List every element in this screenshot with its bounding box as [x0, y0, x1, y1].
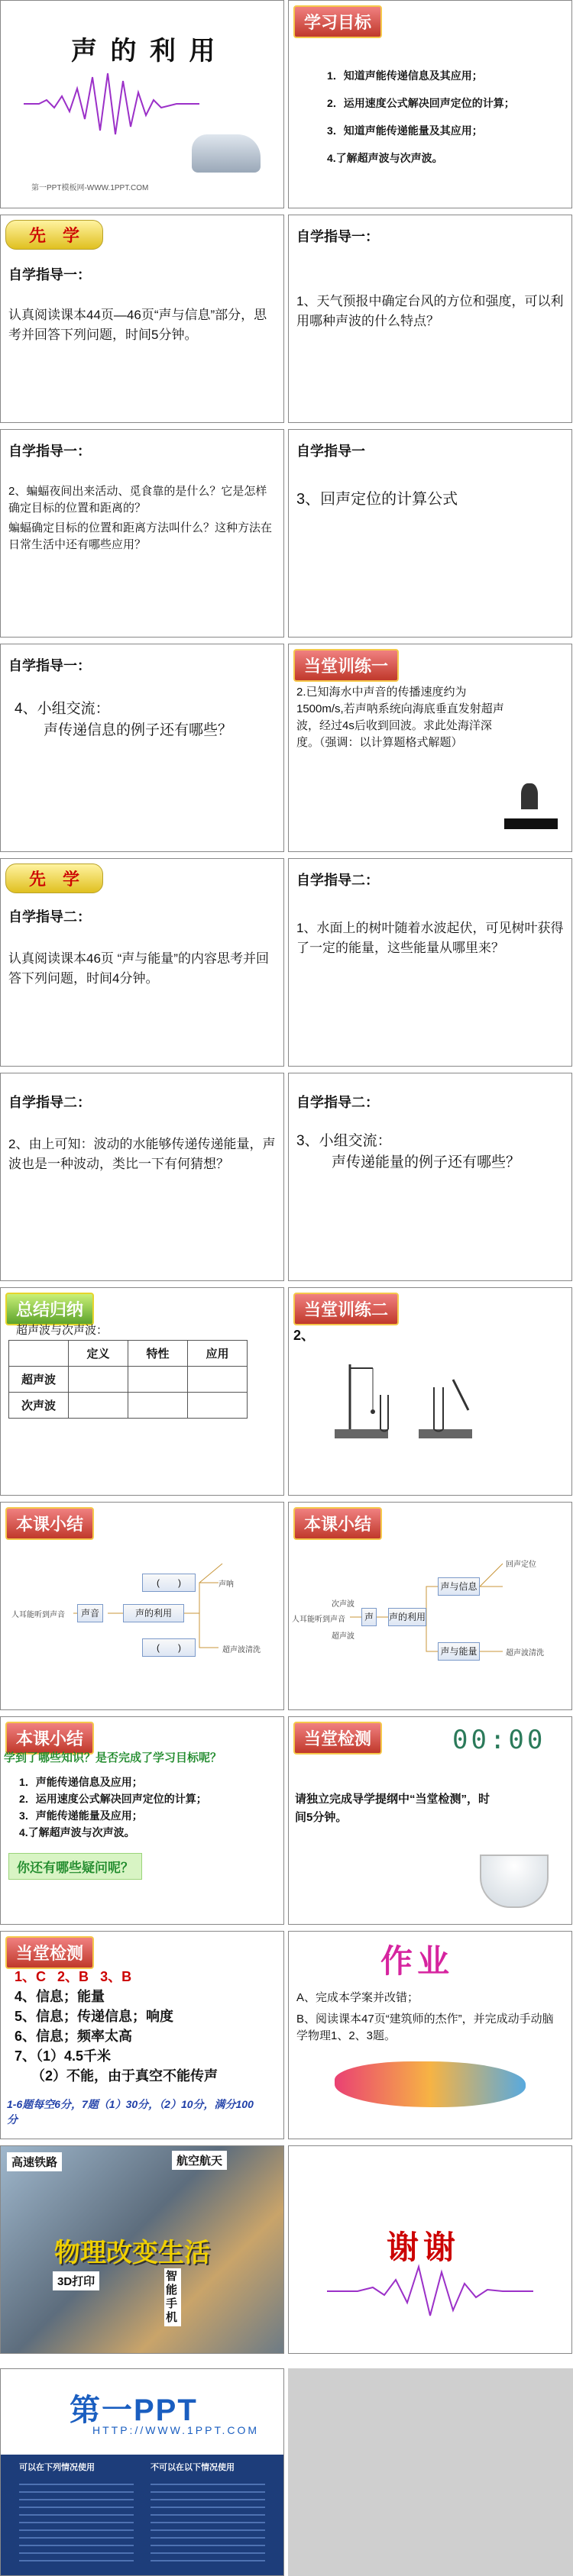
slide-homework [288, 1931, 572, 2139]
badge-lesson-summary: 本课小结 [293, 1507, 382, 1540]
goal-list [327, 62, 515, 172]
timer-display: 00:00 [452, 1725, 546, 1755]
mindmap-node: 声 [361, 1608, 377, 1626]
collage-title: 物理改变生活 [54, 2239, 210, 2268]
goal-item: 1．知道声能传递信息及其应用； [327, 69, 483, 82]
guide-heading: 自学指导二： [296, 1095, 379, 1110]
answer-line: 5、信息；传递信息；响度 [15, 2009, 174, 2024]
slide-practice1 [288, 644, 572, 852]
table-cell [69, 1393, 128, 1419]
guide-text: 声传递信息的例子还有哪些？ [44, 722, 233, 738]
guide-text: 认真阅读课本44页—46页“声与信息”部分，思考并回答下列问题，时间5分钟。 [8, 308, 267, 342]
badge-practice1: 当堂训练一 [293, 649, 399, 682]
badge-preview: 先 学 [5, 864, 103, 893]
collage-label: 3D打印 [53, 2271, 99, 2290]
answer-line: 4、信息；能量 [15, 1989, 105, 2004]
slide-summary-table [0, 1287, 284, 1496]
guide-heading: 自学指导二： [296, 873, 379, 888]
ad-column-title: 不可以在以下情况使用 [151, 2463, 235, 2472]
guide-text: 认真阅读课本46页 “声与能量”的内容思考并回答下列问题，时间4分钟。 [8, 951, 269, 986]
guide-question: 2、蝙蝠夜间出来活动、觅食靠的是什么？它是怎样确定目标的位置和距离的？ [8, 485, 267, 515]
slide-physics-life [0, 2145, 284, 2354]
tuning-fork-apparatus-icon [327, 1357, 480, 1448]
mindmap-label: 超声波清洗 [506, 1649, 544, 1658]
slide-mindmap-blank [0, 1502, 284, 1710]
table-row-label: 次声波 [9, 1393, 69, 1419]
slide-guide1-q3 [288, 429, 572, 638]
guide-text: 1、天气预报中确定台风的方位和强度，可以利用哪种声波的什么特点？ [296, 294, 564, 328]
mindmap-label: 声呐 [219, 1580, 234, 1589]
guide-text: 3、小组交流： [296, 1133, 392, 1149]
guide-heading: 自学指导一： [8, 444, 91, 459]
badge-in-class-test: 当堂检测 [5, 1936, 94, 1969]
wave-table [8, 1340, 248, 1419]
guide-heading: 自学指导一： [296, 229, 379, 244]
badge-preview: 先 学 [5, 220, 103, 250]
thanks-text: 谢谢 [387, 2229, 461, 2265]
homework-a: A、完成本学案并改错； [296, 1991, 419, 2004]
slide-mindmap-filled [288, 1502, 572, 1710]
badge-practice2: 当堂训练二 [293, 1293, 399, 1325]
answer: 1、C [15, 1969, 47, 1984]
mindmap-label: 超声波清洗 [222, 1646, 261, 1654]
answer: 2、B [57, 1969, 89, 1984]
slide-guide2-q2 [0, 1073, 284, 1281]
goal-item: 2．运用速度公式解决回声定位的计算； [327, 97, 515, 109]
mindmap-node: 声与能量 [438, 1642, 480, 1661]
slide-guide1-q2 [0, 429, 284, 638]
table-row [9, 1367, 248, 1393]
table-row-label: 超声波 [9, 1367, 69, 1393]
slide-in-class-test [288, 1716, 572, 1925]
table-subtitle: 超声波与次声波： [16, 1324, 108, 1337]
slide-learning-goals [288, 0, 572, 208]
goal-item: 4.了解超声波与次声波。 [327, 152, 443, 164]
answer-line [15, 1967, 218, 1987]
mindmap-node: 声音 [77, 1604, 103, 1622]
review-goals [19, 1774, 207, 1841]
test-instructions: 请独立完成导学提纲中“当堂检测”，时间5分钟。 [295, 1793, 490, 1824]
review-question2: 你还有哪些疑问呢？ [8, 1853, 142, 1880]
slide-guide1-q1 [288, 215, 572, 423]
answer-line: （2）不能，由于真空不能传声 [31, 2068, 219, 2084]
goal-item: 3．声能传递能量及应用； [19, 1809, 143, 1822]
mindmap-node: ( ) [142, 1574, 196, 1592]
mindmap-label: 人耳能听到声音 [292, 1616, 345, 1624]
slide-practice2 [288, 1287, 572, 1496]
title-text: 声 的 利 用 [71, 37, 219, 66]
mindmap-node: ( ) [142, 1638, 196, 1657]
goal-item: 4.了解超声波与次声波。 [19, 1826, 135, 1838]
collage-label: 高速铁路 [7, 2152, 62, 2171]
slide-guide2-q1 [288, 858, 572, 1067]
badge-lesson-summary: 本课小结 [5, 1722, 94, 1754]
guide-text: 3、回声定位的计算公式 [296, 491, 458, 508]
empty-gray-cell [288, 2368, 573, 2576]
guide-heading: 自学指导一： [8, 658, 91, 673]
table-row [9, 1393, 248, 1419]
slide-guide2-intro [0, 858, 284, 1067]
homework-b: B、阅读课本47页“建筑师的杰作”，并完成动手动脑学物理1、2、3题。 [296, 2013, 554, 2042]
splash-graphic [335, 2061, 526, 2107]
slide-guide2-q3 [288, 1073, 572, 1281]
mindmap-center: 声的利用 [123, 1604, 184, 1622]
mindmap-center: 声的利用 [388, 1608, 426, 1626]
answer-list [15, 1967, 218, 2086]
mindmap [1, 1503, 284, 1710]
guide-heading: 自学指导一： [8, 267, 91, 282]
guide-heading: 自学指导二： [8, 909, 91, 925]
answer: 3、B [100, 1969, 132, 1984]
collage-label: 航空航天 [172, 2151, 227, 2170]
collage-label: 智能手机 [164, 2268, 181, 2326]
table-row [9, 1341, 248, 1367]
mindmap-label: 超声波 [332, 1632, 354, 1641]
ad-column-title: 可以在下列情况使用 [19, 2463, 95, 2472]
mindmap [289, 1503, 572, 1710]
guide-text: 1、水面上的树叶随着水波起伏，可见树叶获得了一定的能量，这些能量从哪里来？ [296, 921, 564, 955]
mindmap-label: 次声波 [332, 1600, 354, 1609]
link-list [19, 2478, 134, 2566]
ship-icon [504, 783, 558, 829]
table-header: 特性 [128, 1341, 188, 1367]
slide-title [0, 0, 284, 208]
practice-text: 2.已知海水中声音的传播速度约为1500m/s,若声呐系统向海底垂直发射超声波，经过4s后收到回波。求此处海洋深度。（强调：以计算题格式解题） [296, 686, 504, 749]
mindmap-node: 声与信息 [438, 1577, 480, 1596]
logo-url: HTTP://WWW.1PPT.COM [92, 2424, 259, 2436]
table-header: 定义 [69, 1341, 128, 1367]
table-cell [69, 1367, 128, 1393]
logo-text: 第一PPT [70, 2394, 198, 2427]
link-list [151, 2478, 265, 2566]
answer-line: 7、（1）4.5千米 [15, 2048, 112, 2064]
guide-text: 2、由上可知：波动的水能够传递传递能量，声波也是一种波动，类比一下有何猜想？ [8, 1137, 276, 1171]
sound-wave-graphic [24, 69, 199, 138]
slide-ppt-template-ad [0, 2368, 284, 2576]
homework-title: 作业 [380, 1943, 455, 1979]
mindmap-label: 回声定位 [506, 1561, 536, 1569]
guide-heading: 自学指导二： [8, 1095, 91, 1110]
table-header: 应用 [188, 1341, 248, 1367]
slide-thanks [288, 2145, 572, 2354]
table-cell [128, 1367, 188, 1393]
table-cell [188, 1367, 248, 1393]
footer-text: 第一PPT模板网-WWW.1PPT.COM [31, 184, 149, 192]
slide-guide1-q4 [0, 644, 284, 852]
review-question: 学到了哪些知识？是否完成了学习目标呢？ [4, 1751, 222, 1764]
table-header [9, 1341, 69, 1367]
guide-text: 4、小组交流： [15, 701, 110, 717]
slide-guide1-intro [0, 215, 284, 423]
car-icon [192, 134, 261, 173]
badge-lesson-summary: 本课小结 [5, 1507, 94, 1540]
guide-text: 声传递能量的例子还有哪些？ [332, 1154, 521, 1170]
badge-in-class-test: 当堂检测 [293, 1722, 382, 1754]
answer-line: 6、信息；频率太高 [15, 2029, 133, 2044]
badge-summary: 总结归纳 [5, 1293, 94, 1325]
goal-item: 1．声能传递信息及应用； [19, 1776, 143, 1788]
guide-heading: 自学指导一 [296, 444, 365, 459]
guide-question: 蝙蝠确定目标的位置和距离方法叫什么？这种方法在日常生活中还有哪些应用？ [8, 521, 273, 551]
goal-item: 2．运用速度公式解决回声定位的计算； [19, 1793, 207, 1805]
goal-item: 3．知道声能传递能量及其应用； [327, 124, 483, 137]
table-cell [188, 1393, 248, 1419]
badge-learning-goals: 学习目标 [293, 5, 382, 38]
cup-icon [480, 1855, 549, 1908]
slide-review-goals [0, 1716, 284, 1925]
score-note: 1-6题每空6分，7题（1）30分，（2）10分，满分100分 [7, 2098, 254, 2126]
practice-text: 2、 [293, 1328, 316, 1343]
mindmap-label: 人耳能听到声音 [11, 1611, 65, 1619]
table-cell [128, 1393, 188, 1419]
slide-test-answers [0, 1931, 284, 2139]
sound-wave-graphic [327, 2261, 533, 2322]
